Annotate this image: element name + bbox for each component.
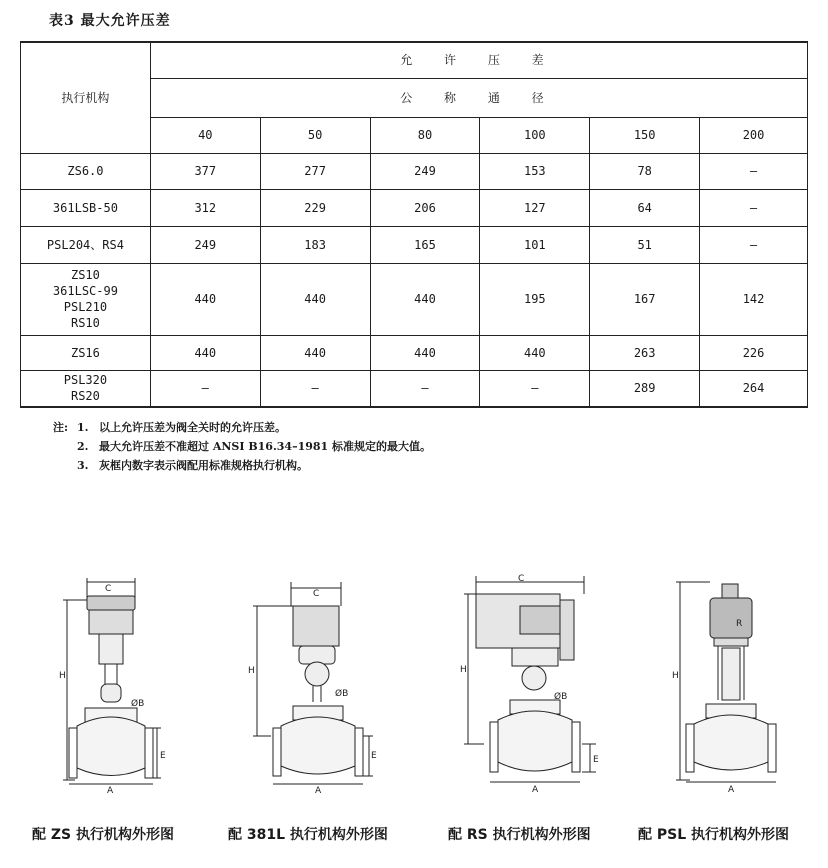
note-item <box>53 418 431 437</box>
note-text: 以上允许压差为阀全关时的允许压差。 <box>99 421 286 434</box>
table-row <box>21 189 808 226</box>
table-cell: 440 <box>150 335 260 370</box>
table-cell: 440 <box>370 335 480 370</box>
table-cell: 440 <box>260 263 370 335</box>
note-item <box>53 456 431 475</box>
table-cell: 312 <box>150 189 260 226</box>
notes-lead: 注: <box>53 421 69 434</box>
table-cell: — <box>700 153 808 189</box>
dimension-label: H <box>248 666 255 676</box>
table-cell: 440 <box>150 263 260 335</box>
note-number: 1. <box>77 421 89 434</box>
diagram-caption: 配 RS 执行机构外形图 <box>448 827 591 843</box>
table-cell: — <box>260 370 370 407</box>
row-header: 执行机构 <box>21 42 151 153</box>
diagram-caption: 配 PSL 执行机构外形图 <box>638 827 790 843</box>
dimension-label: C <box>105 584 112 594</box>
table-title: 表3 最大允许压差 <box>49 13 171 29</box>
dimension-label: ØB <box>335 689 349 699</box>
dimension-label: A <box>315 786 322 796</box>
zs-valve-drawing <box>55 578 185 796</box>
table-cell: 165 <box>370 226 480 263</box>
column-header: 200 <box>700 117 808 153</box>
pressure-table <box>20 41 808 408</box>
table-cell: 183 <box>260 226 370 263</box>
column-header: 100 <box>480 117 590 153</box>
note-text: 最大允许压差不准超过 ANSI B16.34–1981 标准规定的最大值。 <box>99 440 432 453</box>
table-row <box>21 370 808 407</box>
table-row <box>21 153 808 189</box>
subgroup-header: 公 称 通 径 <box>150 78 807 117</box>
row-name-line: RS10 <box>70 316 100 330</box>
row-name: PSL204、RS4 <box>21 226 151 263</box>
table-cell: 263 <box>590 335 700 370</box>
table-row <box>21 263 808 335</box>
dimension-label: H <box>59 671 66 681</box>
dimension-label: A <box>728 785 735 795</box>
dimension-label: ØB <box>131 699 145 709</box>
column-header: 80 <box>370 117 480 153</box>
table-cell: 64 <box>590 189 700 226</box>
dimension-label: R <box>736 619 743 629</box>
row-name-line: ZS10 <box>70 268 100 282</box>
table-cell: — <box>150 370 260 407</box>
group-header: 允 许 压 差 <box>150 42 807 78</box>
dimension-label: A <box>107 786 114 796</box>
table-cell: 277 <box>260 153 370 189</box>
table-cell: 440 <box>480 335 590 370</box>
table-cell: 167 <box>590 263 700 335</box>
row-name: ZS6.0 <box>21 153 151 189</box>
row-name-line: RS20 <box>70 389 100 404</box>
dimension-label: C <box>518 574 525 584</box>
381l-valve-drawing <box>243 578 383 796</box>
row-name <box>21 263 151 335</box>
table-cell: 249 <box>370 153 480 189</box>
column-header: 40 <box>150 117 260 153</box>
diagram-caption: 配 ZS 执行机构外形图 <box>32 827 174 843</box>
dimension-label: E <box>371 751 377 761</box>
psl-valve-drawing <box>670 578 790 796</box>
dimension-label: E <box>593 755 599 765</box>
table-cell: 101 <box>480 226 590 263</box>
column-header: 150 <box>590 117 700 153</box>
dimension-label: A <box>532 785 539 795</box>
table-cell: 142 <box>700 263 808 335</box>
table-cell: 289 <box>590 370 700 407</box>
table-cell: 206 <box>370 189 480 226</box>
row-name: 361LSB-50 <box>21 189 151 226</box>
table-cell: 51 <box>590 226 700 263</box>
notes <box>53 418 431 475</box>
table-row <box>21 335 808 370</box>
table-cell: 249 <box>150 226 260 263</box>
rs-valve-drawing <box>460 574 605 796</box>
note-number: 3. <box>77 459 89 472</box>
table-cell: — <box>700 189 808 226</box>
table-row <box>21 226 808 263</box>
table-cell: 440 <box>260 335 370 370</box>
dimension-label: E <box>160 751 166 761</box>
diagram-caption: 配 381L 执行机构外形图 <box>228 827 388 843</box>
row-name <box>21 370 151 407</box>
row-name-line: 361LSC-99 <box>52 284 118 298</box>
row-name-line: PSL320 <box>63 373 108 388</box>
dimension-label: ØB <box>554 692 568 702</box>
table-cell: 440 <box>370 263 480 335</box>
table-cell: — <box>700 226 808 263</box>
column-header: 50 <box>260 117 370 153</box>
table-cell: 229 <box>260 189 370 226</box>
note-item <box>53 437 431 456</box>
dimension-label: H <box>672 671 679 681</box>
note-number: 2. <box>77 440 89 453</box>
table-cell: 78 <box>590 153 700 189</box>
row-name: ZS16 <box>21 335 151 370</box>
row-name-line: PSL210 <box>63 300 108 314</box>
table-cell: 264 <box>700 370 808 407</box>
table-cell: 127 <box>480 189 590 226</box>
table-cell: 377 <box>150 153 260 189</box>
table-cell: 195 <box>480 263 590 335</box>
table-cell: 226 <box>700 335 808 370</box>
dimension-label: C <box>313 589 320 599</box>
table-cell: 153 <box>480 153 590 189</box>
table-cell: — <box>480 370 590 407</box>
table-cell: — <box>370 370 480 407</box>
dimension-label: H <box>460 665 467 675</box>
note-text: 灰框内数字表示阀配用标准规格执行机构。 <box>99 459 308 472</box>
